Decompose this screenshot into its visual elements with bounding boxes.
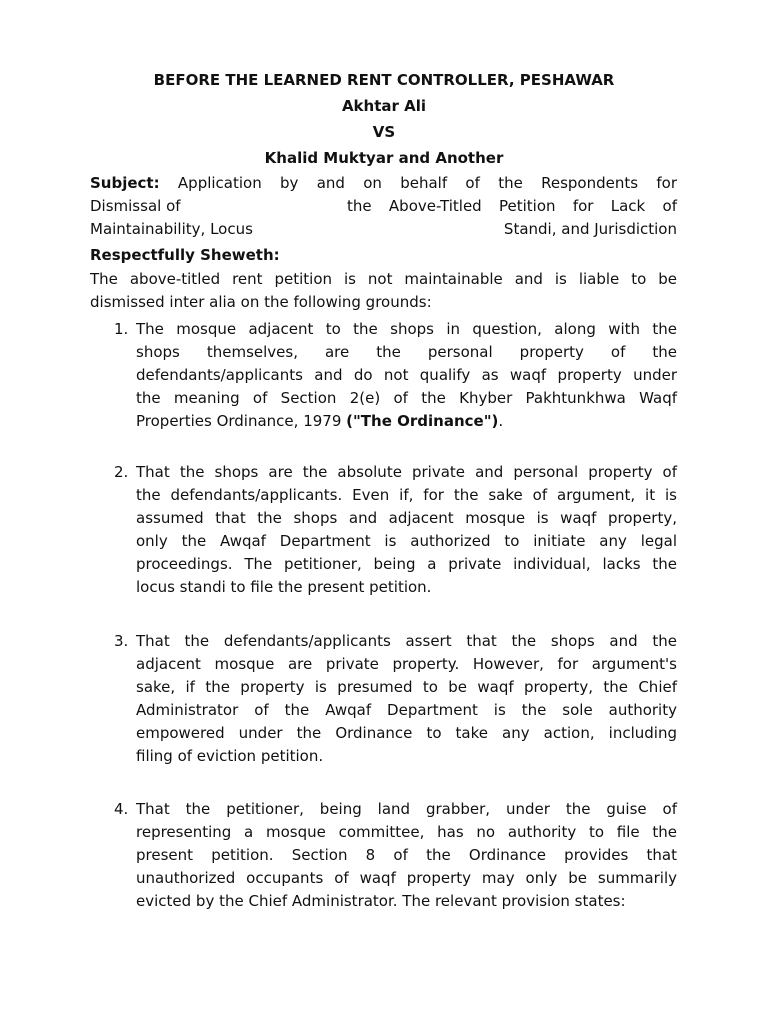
list-line: only the Awqaf Department is authorized to initiate any legal (136, 532, 677, 550)
list-line: unauthorized occupants of waqf property may only be summarily (136, 869, 677, 887)
list-line: That the petitioner, being land grabber, under the guise of (136, 800, 677, 818)
list-line: the meaning of Section 2(e) of the Khyber Pakhtunkhwa Waqf (136, 389, 677, 407)
subject-label: Subject: (90, 174, 160, 192)
ordinance-period: . (498, 412, 504, 430)
list-line: empowered under the Ordinance to take any action, including (136, 724, 677, 742)
subject-line-2-left: Dismissal of (90, 197, 181, 215)
court-heading: BEFORE THE LEARNED RENT CONTROLLER, PESHAWAR (153, 71, 615, 89)
sheweth-heading: Respectfully Sheweth: (90, 246, 280, 264)
list-line: evicted by the Chief Administrator. The relevant provision states: (136, 892, 626, 910)
subject-line-3-right: Standi, and Jurisdiction (503, 220, 677, 238)
versus-label: VS (372, 123, 396, 141)
list-line: Administrator of the Awqaf Department is the sole authority (136, 701, 677, 719)
respondents-name: Khalid Muktyar and Another (264, 149, 504, 167)
list-line: adjacent mosque are private property. However, for argument's (136, 655, 677, 673)
subject-line-2-right: the Above-Titled Petition for Lack of (347, 197, 677, 215)
list-line: That the defendants/applicants assert that the shops and the (136, 632, 677, 650)
subject-text-1: Application by and on behalf of the Respondents for (159, 174, 677, 192)
intro-line-1: The above-titled rent petition is not maintainable and is liable to be (90, 270, 677, 288)
list-number: 2. (114, 463, 129, 481)
ordinance-short-title: ("The Ordinance") (346, 412, 499, 430)
list-number: 4. (114, 800, 129, 818)
list-line: That the shops are the absolute private and personal property of (136, 463, 677, 481)
list-line: The mosque adjacent to the shops in question, along with the (136, 320, 677, 338)
subject-line-3-left: Maintainability, Locus (90, 220, 253, 238)
list-line: defendants/applicants and do not qualify as waqf property under (136, 366, 677, 384)
intro-line-2: dismissed inter alia on the following grounds: (90, 293, 432, 311)
list-line: the defendants/applicants. Even if, for the sake of argument, it is (136, 486, 677, 504)
list-number: 3. (114, 632, 129, 650)
list-number: 1. (114, 320, 129, 338)
petitioner-name: Akhtar Ali (341, 97, 427, 115)
list-line: filing of eviction petition. (136, 747, 324, 765)
list-line: assumed that the shops and adjacent mosque is waqf property, (136, 509, 677, 527)
list-line: shops themselves, are the personal property of the (136, 343, 677, 361)
subject-line-1 (90, 172, 677, 194)
list-line: sake, if the property is presumed to be waqf property, the Chief (136, 678, 677, 696)
list-line-last (136, 410, 503, 432)
list-line: present petition. Section 8 of the Ordinance provides that (136, 846, 677, 864)
list-line: representing a mosque committee, has no authority to file the (136, 823, 677, 841)
list-line: locus standi to file the present petition. (136, 578, 432, 596)
ordinance-text: Properties Ordinance, 1979 (136, 412, 347, 430)
list-line: proceedings. The petitioner, being a private individual, lacks the (136, 555, 677, 573)
